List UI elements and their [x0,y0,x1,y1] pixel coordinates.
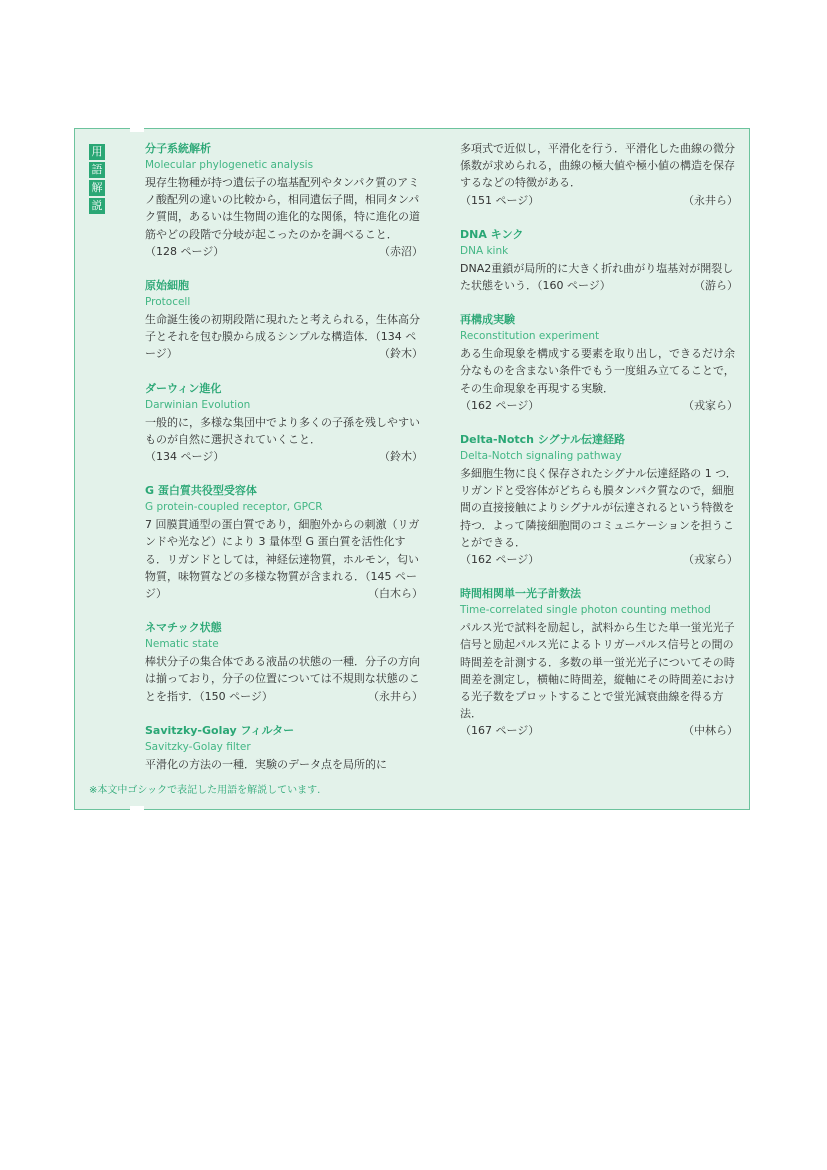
entry-english: Nematic state [145,638,219,651]
entry-text: 多項式で近似し，平滑化を行う．平滑化した曲線の微分係数が求められる，曲線の極大値や極小値の構造を保存するなどの特徴がある． [460,142,735,190]
glossary-entry [145,380,423,466]
entry-body [460,619,738,739]
entry-author: （鈴木） [379,450,423,464]
entry-text: 多細胞生物に良く保存されたシグナル伝達経路の 1 つ．リガンドと受容体がどちらも膜タンパク質なので，細胞間の直接接触によりシグナルが伝達されるという特徴を持つ．よって隣接細胞間のコミュニケーションを担うことができる． [460,467,737,549]
box-gap-bottom [130,806,144,814]
box-gap-top [130,124,144,132]
entry-term: ネマチック状態 [145,621,222,635]
entry-author: （永井ら） [683,193,738,207]
entry-text: 現存生物種が持つ遺伝子の塩基配列やタンパク質のアミノ酸配列の違いの比較から，相同遺伝子間，相同タンパク質間，あるいは生物間の進化的な関係，特に進化の道筋やどの段階で分岐が起こったのかを調べること． [145,176,420,241]
right-column [460,140,738,757]
entry-text: パルス光で試料を励起し，試料から生じた単一蛍光光子信号と励起パルス光によるトリガーパルス信号との間の時間差を計測する．多数の単一蛍光光子についてその時間差を測定し，横軸に時間差，縦軸にその時間差における光子数をプロットすることで蛍光減衰曲線を得る方法． [460,621,735,721]
entry-body [460,140,738,209]
entry-english: Molecular phylogenetic analysis [145,159,314,171]
entry-text: 7 回膜貫通型の蛋白質であり，細胞外からの刺激（リガンドや光など）により 3 量体型 G 蛋白質を活性化する．リガンドとしては，神経伝達物質，ホルモン，匂い物質，味物質などの多様な物質が含まれる． [145,518,420,583]
glossary-entry [145,140,423,260]
entry-body [145,653,423,705]
entry-term: Savitzky-Golay フィルター [145,723,295,737]
label-char: 説 [89,198,105,214]
page-reference: （128 ページ） [145,244,225,258]
entry-text: 平滑化の方法の一種．実験のデータ点を局所的に [145,757,387,771]
entry-english: Reconstitution experiment [460,330,600,343]
page-reference: （162 ページ） [460,553,540,567]
label-char: 用 [89,144,105,160]
entry-term: G 蛋白質共役型受容体 [145,484,257,498]
entry-author: （游ら） [694,279,738,293]
entry-term: 原始細胞 [145,279,189,293]
glossary-entry [460,311,738,414]
left-column [145,140,423,790]
entry-body [145,311,423,363]
entry-author: （中林ら） [683,724,738,738]
page-reference: （134 ページ） [145,450,225,464]
entry-term: Delta-Notch シグナル伝達経路 [460,433,626,447]
page-reference: （162 ページ） [460,398,540,412]
entry-term: DNA キンク [460,227,524,241]
entry-body [460,465,738,568]
glossary-entry [145,482,423,602]
entry-text: 生命誕生後の初期段階に現れたと考えられる，生体高分子とそれを包む膜から成るシンプルな構造体． [145,313,420,344]
entry-text: ある生命現象を構成する要素を取り出し，できるだけ余分なものを含まない条件でもう一度組み立てることで，その生命現象を再現する実験． [460,347,735,395]
entry-text: DNA2重鎖が局所的に大きく折れ曲がり塩基対が開裂した状態をいう． [460,261,734,293]
entry-author: （鈴木） [379,347,423,361]
entry-body [460,345,738,414]
entry-term: ダーウィン進化 [145,381,222,395]
entry-english: DNA kink [460,244,509,257]
entry-author: （戎家ら） [683,553,738,567]
page-reference: （151 ページ） [460,193,540,207]
entry-term: 分子系統解析 [145,142,211,155]
entry-english: Protocell [145,296,191,309]
entry-body [145,174,423,260]
entry-author: （赤沼） [379,244,423,258]
page-reference: （134 ページ） [145,330,417,361]
entry-body [145,516,423,602]
glossary-entry-continued [460,140,738,209]
glossary-entry [460,431,738,568]
entry-text: 棒状分子の集合体である液晶の状態の一種．分子の方向は揃っており，分子の位置については不規則な状態のことを指す． [145,655,420,703]
entry-author: （永井ら） [368,689,423,703]
entry-text: 一般的に，多様な集団中でより多くの子孫を残しやすいものが自然に選択されていくこと． [145,415,420,446]
glossary-label [89,144,105,216]
page-reference: （150 ページ） [199,689,273,703]
page-reference: （145 ページ） [145,569,417,601]
entry-english: Darwinian Evolution [145,398,251,411]
glossary-entry [145,277,423,363]
footnote: ※本文中ゴシックで表記した用語を解説しています. [89,785,321,796]
page-reference: （160 ページ） [537,279,611,293]
glossary-entry [460,585,738,739]
label-char: 語 [89,162,105,178]
entry-body [145,414,423,466]
entry-english: Delta-Notch signaling pathway [460,450,622,463]
page-reference: （167 ページ） [460,724,540,738]
glossary-entry [145,722,423,773]
glossary-entry [145,619,423,705]
entry-term: 時間相関単一光子計数法 [460,587,581,601]
entry-english: Savitzky-Golay filter [145,740,251,753]
entry-author: （白木ら） [368,587,423,601]
entry-body [460,260,738,294]
entry-body [145,756,423,773]
entry-english: Time-correlated single photon counting method [460,604,711,617]
glossary-entry [460,226,738,294]
entry-author: （戎家ら） [683,398,738,412]
entry-term: 再構成実験 [460,313,515,327]
entry-english: G protein-coupled receptor, GPCR [145,501,323,514]
label-char: 解 [89,180,105,196]
